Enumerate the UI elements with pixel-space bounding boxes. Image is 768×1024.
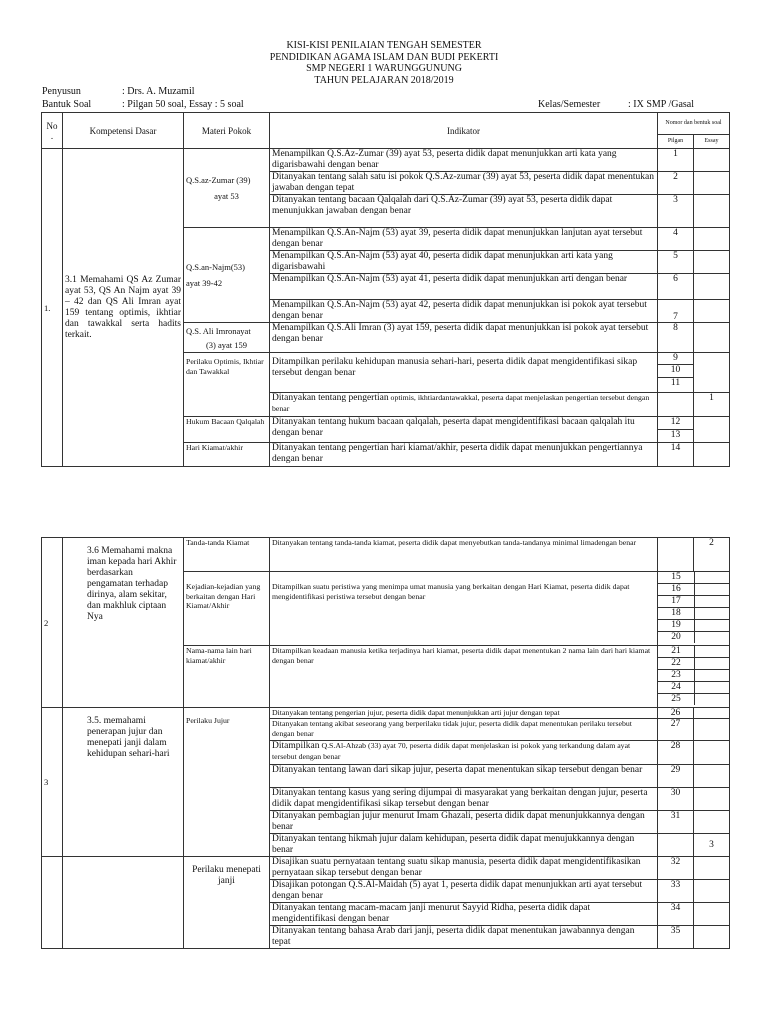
indikator-cell: Ditanyakan tentang akibat seseorang yang berperilaku tidak jujur, peserta didik dapat menentukan perilaku tersebut dengan benar [270,719,658,741]
essay-number [694,741,730,765]
table-row [42,857,730,880]
pilgan-number: 2 [658,172,694,195]
section-number: 1. [42,149,63,467]
indikator-cell: Ditanyakan pembagian jujur menurut Imam Ghazali, peserta didik dapat menunjukkannya dengan benar [270,811,658,834]
col-header-essay: Essay [694,135,730,149]
kelas-value: : IX SMP /Gasal [628,99,695,110]
pilgan-number-list [658,572,730,646]
essay-number [695,620,729,631]
pilgan-number-group: 12 13 [658,417,694,443]
essay-number [695,584,729,595]
indikator-cell: Ditanyakan tentang bahasa Arab dari janji, peserta didik dapat menentukan jawabannya dengan tepat [270,926,658,949]
penyusun-value: : Drs. A. Muzamil [122,86,195,97]
essay-number [694,417,730,443]
pilgan-number: 35 [658,926,694,949]
essay-number [694,228,730,251]
indikator-cell: Ditanyakan tentang pengerian jujur, peserta didik dapat menunjukkan arti jujur dengan tepat [270,708,658,719]
number-row [658,670,729,682]
pilgan-number: 24 [658,682,695,693]
number-row [658,572,729,584]
essay-number [695,608,729,619]
pilgan-number: 34 [658,903,694,926]
pilgan-number: 20 [658,632,695,643]
kompetensi-dasar: 3.1 Memahami QS Az Zumar ayat 53, QS An Najm ayat 39 – 42 dan QS Ali Imran ayat 159 tentang optimis, ikhtiar dan tawakkal serta hadits terkait. [63,149,184,467]
essay-number [694,880,730,903]
indikator-cell: Menampilkan Q.S.An-Najm (53) ayat 41, peserta didik dapat menunjukkan arti dengan benar [270,274,658,300]
essay-number [695,596,729,607]
kompetensi-dasar: 3.5. memahami penerapan jujur dan menepati janji dalam kehidupan sehari-hari [63,708,184,857]
pilgan-number: 26 [658,708,694,719]
pilgan-number: 3 [658,195,694,228]
meta-bentuk [42,99,732,110]
header-title: KISI-KISI PENILAIAN TENGAH SEMESTER [286,40,482,51]
section-number: 2 [42,538,63,708]
indikator-cell: Menampilkan Q.S.An-Najm (53) ayat 42, peserta didik dapat menunjukkan isi pokok ayat tersebut dengan benar [270,300,658,323]
materi-cell: Tanda-tanda Kiamat [184,538,270,572]
penyusun-label: Penyusun [42,86,81,97]
indikator-cell: Ditanyakan tentang tanda-tanda kiamat, peserta didik dapat menyebutkan tanda-tandanya minimal limadengan benar [270,538,658,572]
pilgan-number: 1 [658,149,694,172]
essay-number [695,682,729,693]
number-row [658,694,729,705]
bentuk-label: Bantuk Soal [42,99,92,110]
essay-number [694,323,730,353]
indikator-cell: Ditanyakan tentang pengertian hari kiamat/akhir, peserta didik dapat menunjukkan pengertiannya dengan benar [270,443,658,467]
essay-number [694,353,730,393]
pilgan-number-list [658,646,730,708]
header-school: SMP NEGERI 1 WARUNGGUNUNG [306,63,462,74]
essay-number [695,694,729,705]
pilgan-number: 28 [658,741,694,765]
indikator-cell: Ditanyakan tentang salah satu isi pokok Q.S.Az-zumar (39) ayat 53, peserta didik dapat menentukan jawaban dengan tepat [270,172,658,195]
pilgan-number: 23 [658,670,695,681]
indikator-cell: Ditampilkan suatu peristiwa yang menimpa umat manusia yang berkaitan dengan Hari Kiamat, peserta didik dapat mengidentifikasi peristiwa tersebut dengan benar [270,572,658,646]
col-header-pilgan: Pilgan [658,135,694,149]
essay-number [694,811,730,834]
kelas-info [538,99,694,110]
indikator-cell: Ditanyakan tentang lawan dari sikap jujur, peserta dapat menentukan sikap tersebut dengan benar [270,765,658,788]
header-year: TAHUN PELAJARAN 2018/2019 [314,74,454,86]
essay-number [695,632,729,643]
indikator-cell: Ditampilkan perilaku kehidupan manusia sehari-hari, peserta didik dapat mengidentifikasi sikap tersebut dengan benar [270,353,658,393]
kompetensi-dasar: 3.6 Memahami makna iman kepada hari Akhir berdasarkan pengamatan terhadap dirinya, alam sekitar, dan makhluk ciptaan Nya [63,538,184,708]
col-header-kd: Kompetensi Dasar [63,113,184,149]
pilgan-number: 4 [658,228,694,251]
number-row [658,620,729,632]
essay-number [695,670,729,681]
indikator-cell: Menampilkan Q.S.Ali Imran (3) ayat 159, peserta didik dapat menunjukkan isi pokok ayat tersebut dengan benar [270,323,658,353]
materi-cell: Perilaku Optimis, Ikhtiar dan Tawakkal [184,353,270,417]
header-subject: PENDIDIKAN AGAMA ISLAM DAN BUDI PEKERTI [269,51,499,63]
kelas-label: Kelas/Semester [538,99,601,110]
indikator-cell: Menampilkan Q.S.An-Najm (53) ayat 40, peserta didik dapat menunjukkan arti kata yang digarisbawahi [270,251,658,274]
materi-cell: Perilaku menepati janji [184,857,270,949]
pilgan-number: 22 [658,658,695,669]
essay-number [694,926,730,949]
indikator-cell: Ditanyakan tentang bacaan Qalqalah dari Q.S.Az-Zumar (39) ayat 53, peserta didik dapat menunjukkan jawaban dengan benar [270,195,658,228]
essay-number [694,300,730,323]
pilgan-number: 5 [658,251,694,274]
essay-number [694,195,730,228]
pilgan-number: 17 [658,596,695,607]
indikator-cell: Ditampilkan keadaan manusia ketika terjadinya hari kiamat, peserta didik dapat menentukan 2 nama lain dari hari kiamat dengan benar [270,646,658,708]
essay-number: 2 [694,538,730,572]
pilgan-number: 29 [658,765,694,788]
materi-cell: Q.S. Ali Imronayat (3) ayat 159 [184,323,270,353]
indikator-cell: Disajikan suatu pernyataan tentang suatu sikap manusia, peserta didik dapat mengidentifikasikan pernyataan sikap tersebut dengan benar [270,857,658,880]
document-header [0,40,768,86]
materi-cell: Hukum Bacaan Qalqalah [184,417,270,443]
table-row [42,708,730,719]
materi-cell: Hari Kiamat/akhir [184,443,270,467]
essay-number: 3 [694,834,730,857]
indikator-cell: Ditanyakan tentang hikmah jujur dalam kehidupan, peserta didik dapat menujukkannya dengan benar [270,834,658,857]
materi-cell: Q.S.az-Zumar (39) ayat 53 [184,149,270,228]
essay-number [694,172,730,195]
pilgan-number: 15 [658,572,695,583]
indikator-cell: Ditanyakan tentang kasus yang sering dijumpai di masyarakat yang berkaitan dengan jujur, peserta didik dapat mengidentifikasi sikap tersebut dengan benar [270,788,658,811]
number-row [658,596,729,608]
meta-penyusun [42,86,732,97]
materi-cell: Perilaku Jujur [184,708,270,857]
pilgan-number: 14 [658,443,694,467]
section-number: 3 [42,708,63,857]
materi-cell: Kejadian-kejadian yang berkaitan dengan Hari Kiamat/Akhir [184,572,270,646]
essay-number [695,658,729,669]
pilgan-number: 31 [658,811,694,834]
pilgan-number: 19 [658,620,695,631]
essay-number [695,572,729,583]
kisi-table-section-2-3 [41,537,730,949]
kompetensi-dasar-empty [63,857,184,949]
pilgan-number: 30 [658,788,694,811]
materi-cell: Nama-nama lain hari kiamat/akhir [184,646,270,708]
col-header-no: No . [42,113,63,149]
indikator-cell: Ditanyakan tentang hukum bacaan qalqalah, peserta dapat mengidentifikasi bacaan qalqalah itu dengan benar [270,417,658,443]
number-row [658,682,729,694]
essay-number [694,251,730,274]
pilgan-number: 32 [658,857,694,880]
table-row [42,149,730,172]
pilgan-number: 27 [658,719,694,741]
pilgan-number: 33 [658,880,694,903]
col-header-nomor: Nomor dan bentuk soal [658,113,730,135]
essay-number [694,443,730,467]
essay-number [694,903,730,926]
materi-cell: Q.S.an-Najm(53) ayat 39-42 [184,228,270,323]
indikator-cell: Ditampilkan Q.S.Al-Ahzab (33) ayat 70, peserta didik dapat menjelaskan isi pokok yang terkandung dalam ayat tersebut dengan benar [270,741,658,765]
essay-number [695,646,729,657]
indikator-cell: Disajikan potongan Q.S.Al-Maidah (5) ayat 1, peserta didik dapat menunjukkan arti ayat tersebut dengan benar [270,880,658,903]
essay-number: 1 [694,393,730,417]
essay-number [694,149,730,172]
table-row [42,538,730,572]
number-row [658,608,729,620]
kisi-table-section-1 [41,112,730,467]
col-header-materi: Materi Pokok [184,113,270,149]
pilgan-number: 25 [658,694,695,705]
essay-number [694,719,730,741]
section-number-empty [42,857,63,949]
essay-number [694,857,730,880]
pilgan-number [658,834,694,857]
number-row [658,646,729,658]
pilgan-number: 8 [658,323,694,353]
indikator-cell: Menampilkan Q.S.An-Najm (53) ayat 39, peserta didik dapat menunjukkan lanjutan ayat tersebut dengan benar [270,228,658,251]
pilgan-number-group: 9 10 11 [658,353,694,393]
essay-number [694,708,730,719]
pilgan-number [658,393,694,417]
number-row [658,632,729,643]
number-row [658,658,729,670]
essay-number [694,788,730,811]
bentuk-value: : Pilgan 50 soal, Essay : 5 soal [122,99,244,110]
pilgan-number: 7 [658,300,694,323]
indikator-cell: Menampilkan Q.S.Az-Zumar (39) ayat 53, peserta didik dapat menunjukkan arti kata yang digarisbawahi dengan benar [270,149,658,172]
pilgan-number: 6 [658,274,694,300]
pilgan-number: 18 [658,608,695,619]
indikator-cell: Ditanyakan tentang macam-macam janji menurut Sayyid Ridha, peserta didik dapat mengidentifikasi dengan benar [270,903,658,926]
col-header-indikator: Indikator [270,113,658,149]
essay-number [694,765,730,788]
essay-number [694,274,730,300]
number-row [658,584,729,596]
indikator-cell: Ditanyakan tentang pengertian optimis, ikhtiardantawakkal, peserta dapat menjelaskan pengertian tersebut dengan benar [270,393,658,417]
pilgan-number: 16 [658,584,695,595]
pilgan-number [658,538,694,572]
pilgan-number: 21 [658,646,695,657]
